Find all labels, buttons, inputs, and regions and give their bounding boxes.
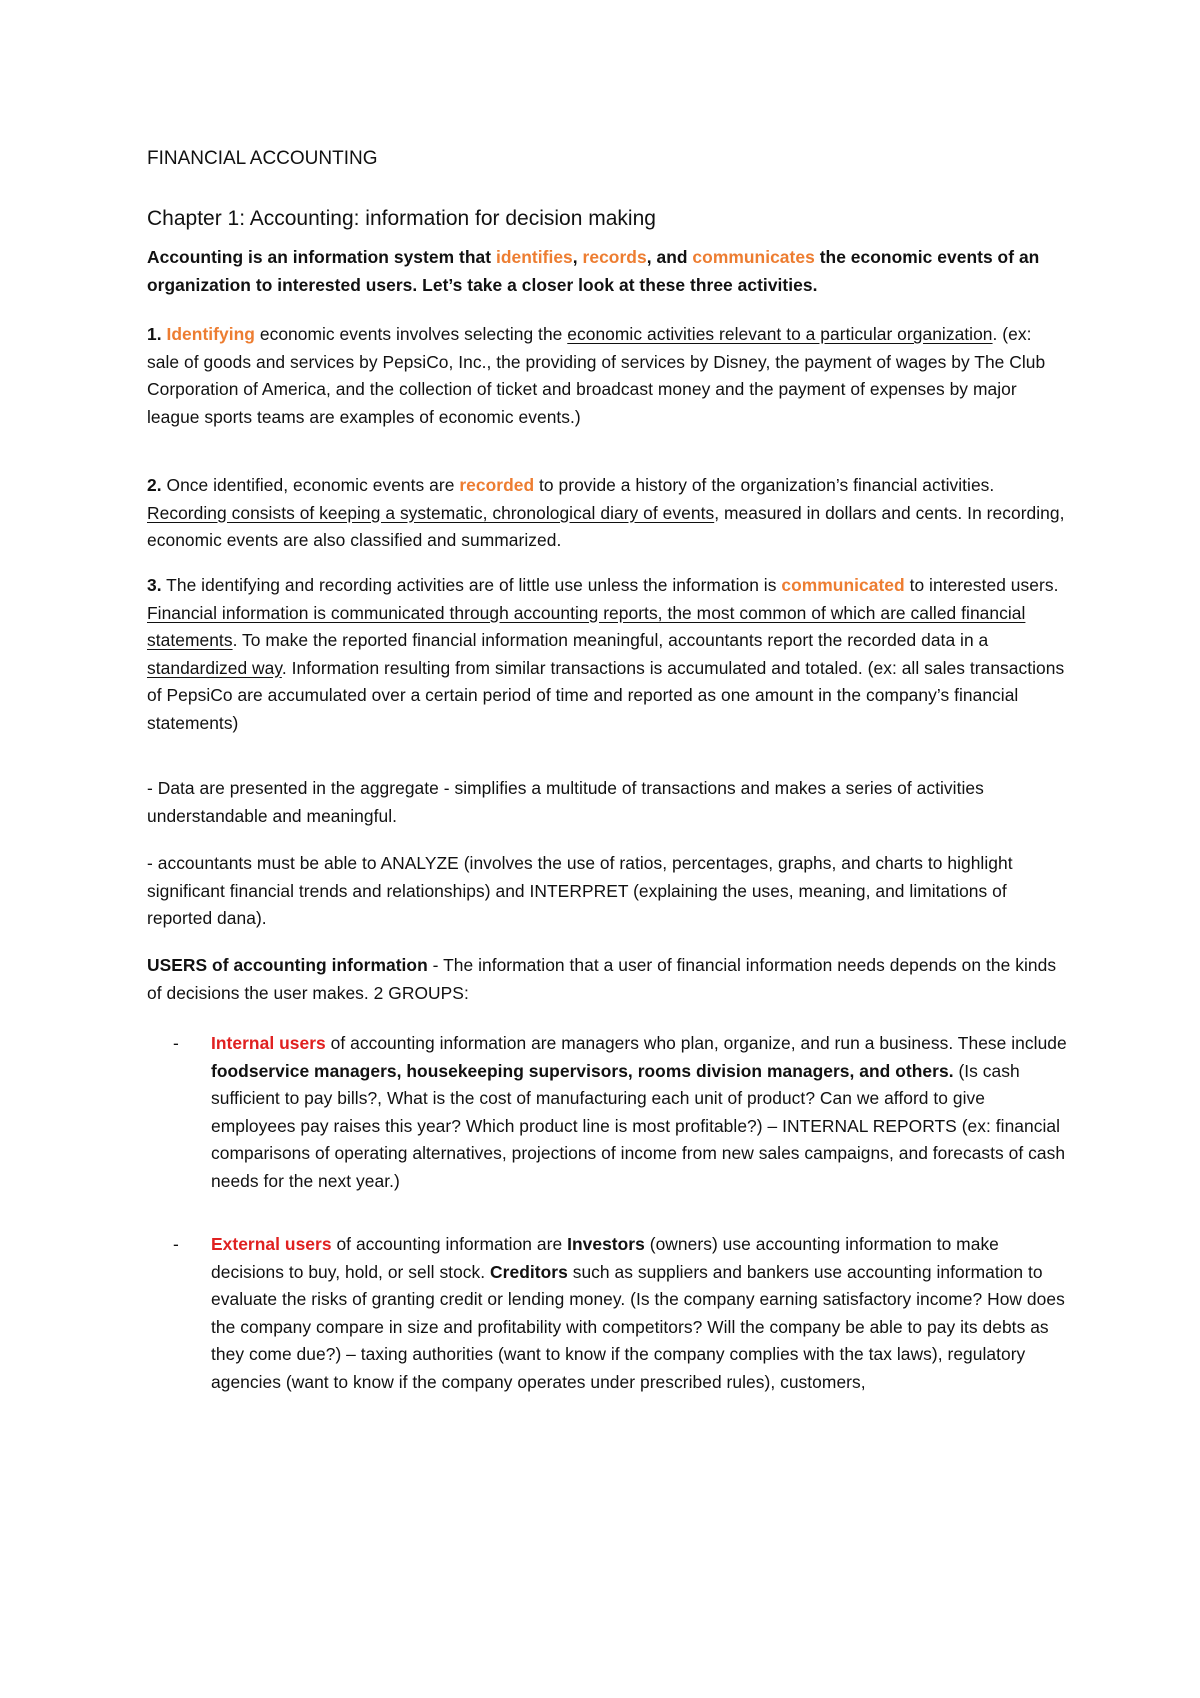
paragraph-text: Once identified, economic events are [161, 475, 460, 495]
paragraph-text: - accountants must be able to ANALYZE (involves the use of ratios, percentages, graphs, and charts to highlight significant financial trends and relationships) and INTERPRET (explaining the uses, meaning, and limitations of reported dana). [147, 853, 1013, 928]
underlined-text: standardized way [147, 657, 282, 678]
paragraph-text: The identifying and recording activities are of little use unless the information is [161, 575, 782, 595]
list-text: (owners) use accounting information to make decisions to buy, hold, or sell stock. [211, 1234, 999, 1282]
bold-text: Creditors [490, 1261, 568, 1282]
list-text: such as suppliers and bankers use accounting information to evaluate the risks of granting credit or lending money. (Is the company earning satisfactory income? How does the company compare in size and profitability with competitors? Will the company be able to pay its debts as they come due?) – taxing authorities (want to know if the company complies with the tax laws), regulatory agencies (want to know if the company operates under prescribed rules), customers, [211, 1261, 1065, 1392]
intro-text: Accounting is an information system that [147, 247, 496, 267]
bullet-dash: - [173, 1033, 179, 1053]
list-text: of accounting information are managers who plan, organize, and run a business. These include [325, 1033, 1067, 1053]
list-item-external-users [147, 1231, 1067, 1396]
paragraph-communicating [147, 572, 1067, 737]
intro-text: , and [646, 247, 693, 267]
paragraph-text: - Data are presented in the aggregate - simplifies a multitude of transactions and makes a series of activities understandable and meaningful. [147, 778, 984, 826]
bold-text: Investors [567, 1234, 645, 1254]
paragraph-number: 1. [147, 324, 167, 344]
paragraph-aggregate [147, 775, 1067, 830]
paragraph-recording [147, 472, 1067, 555]
keyword-communicates: communicates [692, 247, 815, 267]
paragraph-text: . Information resulting from similar transactions is accumulated and totaled. (ex: all sales transactions of PepsiCo are accumulated over a certain period of time and reported as one amount in the company’s financial statements) [147, 657, 1065, 733]
underlined-text: economic activities relevant to a particular organization [567, 324, 993, 344]
paragraph-text: . (ex: sale of goods and services by PepsiCo, Inc., the providing of services by Disney, the payment of wages by The Club Corporation of America, and the collection of ticket and broadcast money and the payment of expenses by major league sports teams are examples of economic events.) [147, 324, 1046, 427]
keyword-internal-users: Internal users [211, 1033, 326, 1053]
paragraph-text: - The information that a user of financial information needs depends on the kinds of decisions the user makes. 2 GROUPS: [147, 955, 1057, 1003]
underlined-text: Financial information is communicated through accounting reports, the most common of which are called financial statements [147, 602, 1026, 650]
intro-text: the economic events of an organization to interested users. Let’s take a closer look at these three activities. [147, 247, 1040, 295]
bold-text: foodservice managers, housekeeping supervisors, rooms division managers, and others. [211, 1060, 954, 1081]
keyword-communicated: communicated [781, 575, 905, 595]
bullet-dash: - [173, 1234, 179, 1254]
paragraph-text: . To make the reported financial information meaningful, accountants report the recorded data in a [232, 630, 989, 650]
paragraph-text: to interested users. [904, 575, 1059, 595]
intro-paragraph [147, 244, 1067, 299]
paragraph-users [147, 952, 1067, 1007]
keyword-identifying: Identifying [166, 324, 255, 344]
users-heading: USERS of accounting information [147, 955, 428, 975]
keyword-recorded: recorded [459, 475, 535, 495]
paragraph-analyze [147, 850, 1067, 933]
keyword-external-users: External users [211, 1234, 332, 1254]
list-item-internal-users [147, 1030, 1067, 1195]
keyword-identifies: identifies [495, 247, 573, 267]
paragraph-number: 3. [147, 575, 162, 595]
keyword-records: records [582, 247, 647, 267]
chapter-title: Chapter 1: Accounting: information for decision making [147, 207, 656, 230]
list-text: (Is cash sufficient to pay bills?, What is the cost of manufacturing each unit of product? Can we afford to give employees pay raises this year? Which product line is most profitable?) – INTERNAL REPORTS (ex: financial comparisons of operating alternatives, projections of income from new sales campaigns, and forecasts of cash needs for the next year.) [211, 1060, 1066, 1191]
paragraph-text: , measured in dollars and cents. In recording, economic events are also classified and summarized. [147, 502, 1065, 550]
paragraph-text: to provide a history of the organization’s financial activities. [534, 475, 995, 495]
paragraph-number: 2. [147, 475, 162, 495]
paragraph-identifying [147, 321, 1067, 431]
intro-text: , [572, 247, 583, 267]
underlined-text: Recording consists of keeping a systematic, chronological diary of events [147, 502, 715, 523]
document-title: FINANCIAL ACCOUNTING [147, 148, 378, 169]
paragraph-text: economic events involves selecting the [254, 324, 568, 344]
list-text: of accounting information are [331, 1234, 568, 1254]
